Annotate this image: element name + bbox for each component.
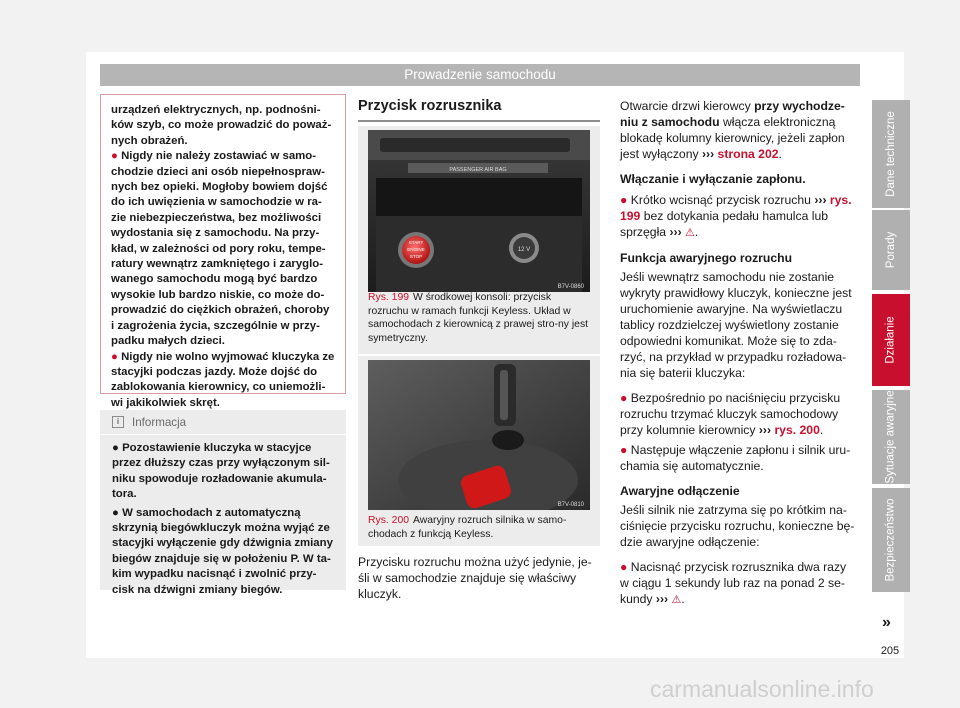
key-illustration <box>368 360 590 510</box>
bullet-item: ● Następuje włączenie zapłonu i silnik uru-chamia się automatycznie. <box>620 443 851 473</box>
info-box <box>100 410 346 596</box>
bullet-icon: ● <box>620 391 628 405</box>
warning-item: ● Nigdy nie wolno wyjmować kluczyka ze stacyjki podczas jazdy. Może dojść do zablokowania kierownicy, co uniemożli-wi jakikolwiek skręt. <box>111 350 335 409</box>
console-illustration <box>368 130 590 292</box>
bullet-item: ● Bezpośrednio po naciśnięciu przycisku rozruchu trzymać kluczyk samochodowy przy kolumnie kierownicy ››› rys. 200. <box>620 391 841 437</box>
page-header: Prowadzenie samochodu <box>100 64 860 86</box>
tab-bezpieczenstwo[interactable]: Bezpieczeństwo <box>872 488 910 592</box>
watermark: carmanualsonline.info <box>650 676 874 702</box>
info-header <box>100 410 346 435</box>
body-paragraph: Jeśli wewnątrz samochodu nie zostanie wykryty prawidłowy kluczyk, konieczne jest uruchomienie awaryjne. Na wyświetlaczu tablicy rozdzielczej wyświetlony zostanie odpowiedni komunikat. Może się to zda-rzyć, na przykład w przypadku rozładowa-nia się baterii kluczyka: <box>620 270 852 380</box>
warning-lead: urządzeń elektrycznych, np. podnośni-ków szyb, co może prowadzić do poważ-nych obrażeń. <box>111 104 332 147</box>
tab-porady[interactable]: Porady <box>872 210 910 290</box>
info-body <box>100 435 346 607</box>
figure-ref: Rys. 200 <box>368 515 410 526</box>
tab-dzialanie[interactable]: Działanie <box>872 294 910 386</box>
page-number: 205 <box>880 645 900 657</box>
warning-item: ● Nigdy nie należy zostawiać w samo-chodzie dzieci ani osób niepełnospraw-nych bez opieki. Mogłoby bowiem dojść do ich uwięzienia w samochodzie w ra-zie niebezpieczeństwa, bez możliwości wydostania się z samochodu. Na przy-kład, w zależności od pory roku, tempe-ratury wewnątrz zamkniętego i zaryglo-wanego samochodu mogą być bardzo wysokie lub bardzo niskie, co może do-prowadzić do ciężkich obrażeń, choroby i zagrożenia życia, szczególnie w przy-padku małych dzieci. <box>111 150 330 348</box>
bullet-icon: ● <box>620 193 628 207</box>
bullet-icon: ● <box>111 150 118 163</box>
body-paragraph: Jeśli silnik nie zatrzyma się po krótkim na-ciśnięcie przycisku rozruchu, konieczne bę-dzie awaryjne odłączenie: <box>620 503 855 549</box>
figure-link[interactable]: rys. 200 <box>774 423 820 437</box>
bullet-icon: ● <box>620 443 628 457</box>
bullet-icon: ● <box>111 350 118 363</box>
figure-caption: Rys. 200 Awaryjny rozruch silnika w samo-chodach z funkcją Keyless. <box>368 515 567 540</box>
figure-code: B7V-0810 <box>557 502 584 508</box>
start-label: START <box>408 240 424 245</box>
tab-sytuacje-awaryjne[interactable]: Sytuacje awaryjne <box>872 390 910 484</box>
info-item: ● W samochodach z automatyczną skrzynią biegówkluczyk można wyjąć ze stacyjki wyłączenie gdy dźwignia zmiany biegów znajduje się w położeniu P. W ta-kim wypadku nacisnąć i zwolnić przy-cisk na dźwigni zmiany biegów. <box>112 506 333 596</box>
figure-200 <box>358 356 600 546</box>
figure-code: B7V-0860 <box>557 284 584 290</box>
console-photo <box>368 130 590 292</box>
warning-box <box>100 94 346 409</box>
next-page-icon[interactable]: » <box>882 614 891 631</box>
figure-ref: Rys. 199 <box>368 292 410 303</box>
bullet-icon: ● <box>620 560 628 574</box>
socket-label: 12 V <box>517 247 531 253</box>
ref-arrow: ››› <box>814 193 827 207</box>
ref-arrow: ››› <box>701 147 715 161</box>
subheading: Awaryjne odłączenie <box>620 484 740 498</box>
bullet-icon: ● <box>112 506 119 519</box>
warning-icon[interactable]: ⚠ <box>685 227 695 239</box>
figure-link[interactable]: rys. 199 <box>620 193 852 223</box>
body-paragraph: Przycisku rozruchu można użyć jedynie, je-śli w samochodzie znajduje się właściwy kluczyk. <box>358 555 592 601</box>
key-photo <box>368 360 590 510</box>
engine-label: ENGINE <box>407 247 425 252</box>
figure-199 <box>358 126 600 354</box>
info-title: Informacja <box>132 415 187 429</box>
bullet-item: ● Nacisnąć przycisk rozrusznika dwa razy w ciągu 1 sekundy lub raz na ponad 2 se-kundy ››› ⚠. <box>620 560 847 606</box>
tab-dane-techniczne[interactable]: Dane techniczne <box>872 100 910 208</box>
page-link[interactable]: strona 202 <box>717 147 779 161</box>
airbag-label: PASSENGER AIR BAG <box>449 167 507 173</box>
warning-icon[interactable]: ⚠ <box>671 594 682 606</box>
figure-caption: Rys. 199 W środkowej konsoli: przycisk rozruchu w ramach funkcji Keyless. Układ w samochodach z kierownicą z prawej stro-ny jest symetryczny. <box>368 292 589 344</box>
info-item: ● Pozostawienie kluczyka w stacyjce przez dłuższy czas przy wyłączonym sil-niku spowoduje rozładowanie akumula-tora. <box>112 442 330 501</box>
subheading: Włączanie i wyłączanie zapłonu. <box>620 172 806 186</box>
info-icon: i <box>112 416 124 428</box>
bullet-item: ● Krótko wcisnąć przycisk rozruchu ››› rys. 199 bez dotykania pedału hamulca lub sprzęgła ››› ⚠. <box>620 193 852 239</box>
stop-label: STOP <box>409 254 423 259</box>
subheading: Funkcja awaryjnego rozruchu <box>620 251 793 265</box>
body-paragraph: Otwarcie drzwi kierowcy przy wychodze-niu z samochodu włącza elektroniczną blokadę kolumny kierownicy, jeżeli zapłon jest wyłączony ››› strona 202. <box>620 99 845 161</box>
ref-arrow: ››› <box>758 423 772 437</box>
ref-arrow: ››› <box>669 225 682 239</box>
column-3 <box>620 98 856 608</box>
ref-arrow: ››› <box>655 592 669 606</box>
bullet-icon: ● <box>112 442 119 454</box>
section-title: Przycisk rozrusznika <box>358 98 600 122</box>
